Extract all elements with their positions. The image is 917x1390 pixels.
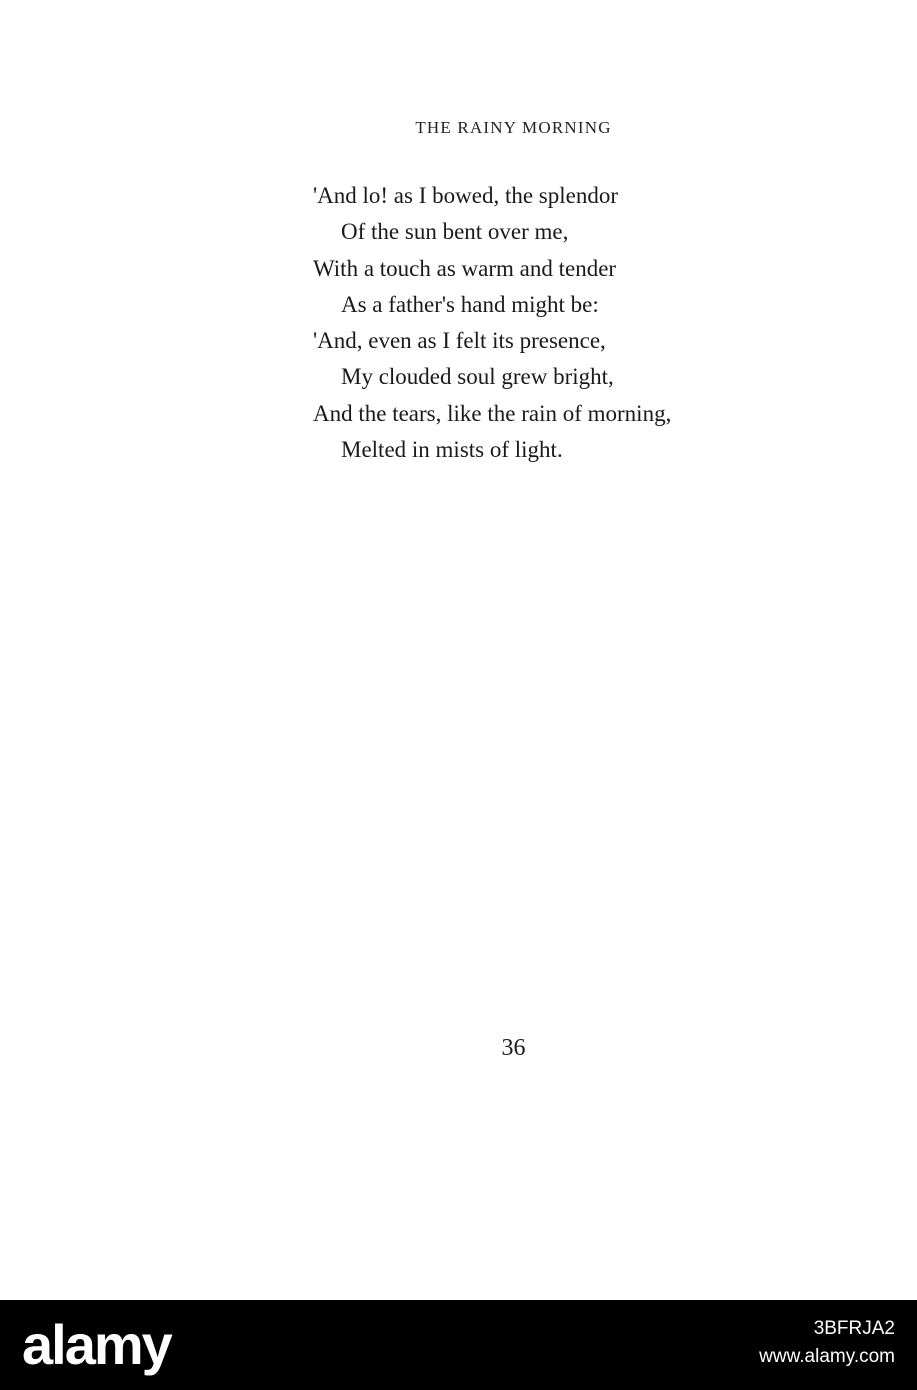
poem-line: And the tears, like the rain of morning, (313, 400, 672, 426)
poem-line: My clouded soul grew bright, (341, 364, 614, 390)
poem-line: Melted in mists of light. (341, 437, 563, 463)
image-id: 3BFRJA2 (813, 1318, 895, 1339)
poem-line: 'And, even as I felt its presence, (313, 328, 606, 354)
poem-line: With a touch as warm and tender (313, 255, 617, 281)
watermark-footer (0, 1300, 917, 1390)
alamy-logo: alamy (22, 1313, 171, 1376)
poem-stanza (313, 178, 833, 468)
page-number: 36 (501, 1035, 526, 1061)
poem-line: As a father's hand might be: (341, 291, 599, 317)
site-url: www.alamy.com (759, 1346, 895, 1367)
footer-info (759, 1316, 895, 1372)
poem-line: 'And lo! as I bowed, the splendor (313, 183, 618, 208)
running-head: THE RAINY MORNING (415, 118, 612, 137)
poem-line: Of the sun bent over me, (341, 219, 569, 245)
